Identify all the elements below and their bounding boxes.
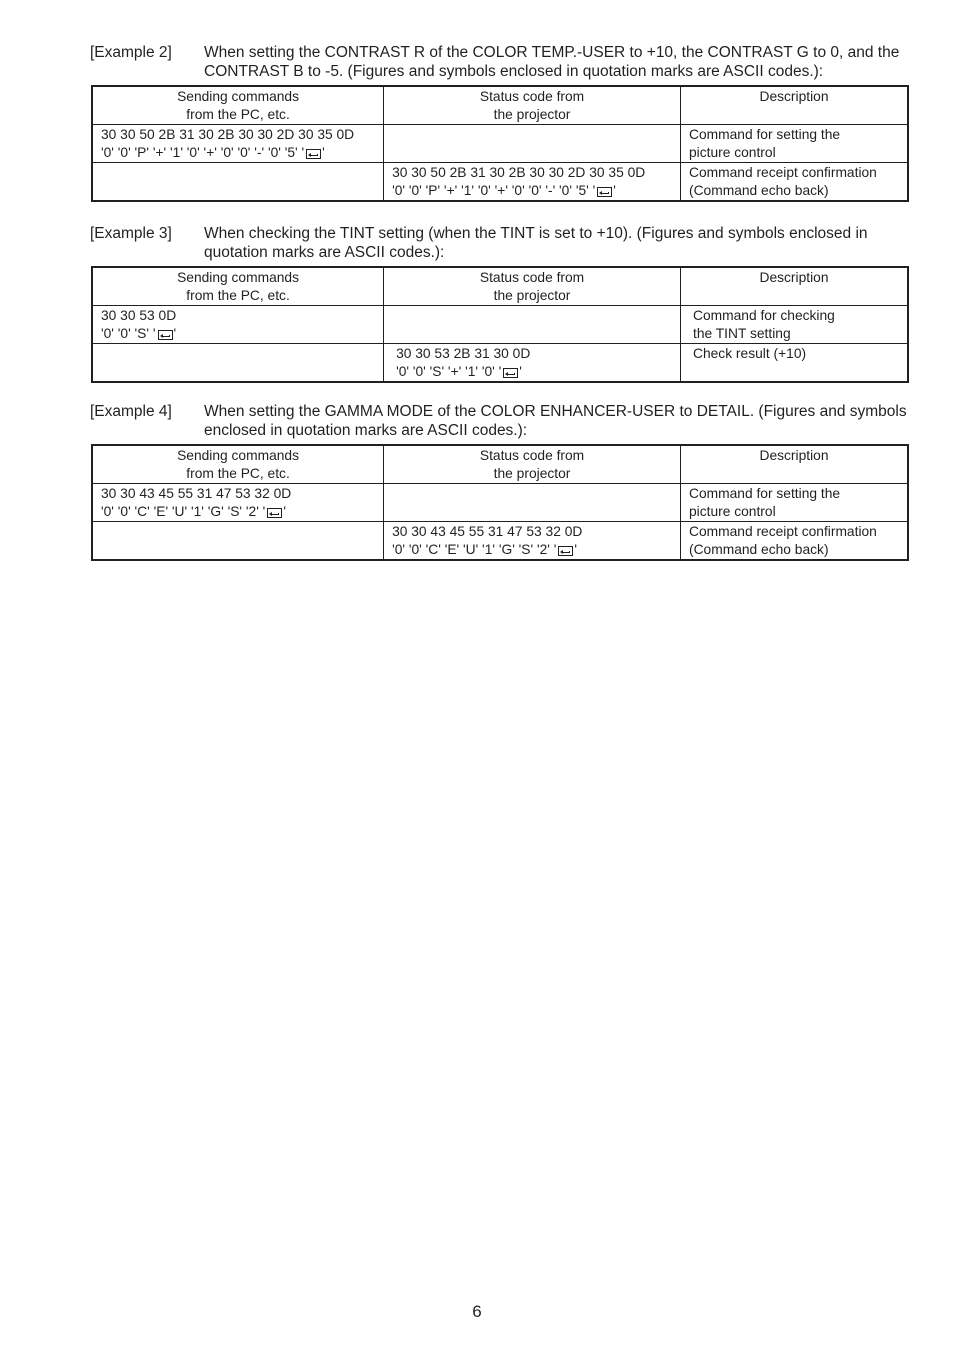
column-header: Status code from the projector xyxy=(384,267,681,306)
column-header: Status code from the projector xyxy=(384,86,681,125)
example-label: [Example 4] xyxy=(90,403,172,420)
enter-key-icon xyxy=(558,546,573,556)
table-row xyxy=(92,306,908,344)
status-code-cell xyxy=(384,344,681,383)
enter-key-icon xyxy=(597,187,612,197)
table-row xyxy=(92,484,908,522)
description-cell: Command for setting the picture control xyxy=(680,484,908,522)
table-header-row xyxy=(92,445,908,484)
closing-quote: ' xyxy=(613,182,616,198)
enter-key-icon xyxy=(267,508,282,518)
ascii-code xyxy=(101,503,375,521)
description-cell: Command for checking the TINT setting xyxy=(680,306,908,344)
ascii-code xyxy=(392,182,672,200)
column-header: Sending commands from the PC, etc. xyxy=(92,86,384,125)
column-header: Sending commands from the PC, etc. xyxy=(92,267,384,306)
sending-command-cell xyxy=(92,344,384,383)
closing-quote: ' xyxy=(173,325,177,341)
ascii-code-text: '0' '0' 'P' '+' '1' '0' '+' '0' '0' '-' '0' '5' ' xyxy=(101,144,305,160)
ascii-code xyxy=(101,144,375,162)
hex-code: 30 30 50 2B 31 30 2B 30 30 2D 30 35 0D xyxy=(392,165,646,180)
closing-quote: ' xyxy=(574,541,578,557)
example-section xyxy=(90,43,909,202)
description-cell: Command for setting the picture control xyxy=(680,125,908,163)
ascii-code xyxy=(392,541,672,559)
enter-key-icon xyxy=(503,368,518,378)
example-section xyxy=(90,224,909,383)
closing-quote: ' xyxy=(519,363,522,379)
hex-code: 30 30 53 2B 31 30 0D xyxy=(396,346,531,361)
page-number: 6 xyxy=(472,1302,482,1321)
description-cell: Command receipt confirmation (Command echo back) xyxy=(680,522,908,561)
sending-command-cell xyxy=(92,484,384,522)
table-row xyxy=(92,125,908,163)
example-heading xyxy=(90,402,909,440)
status-code-cell xyxy=(384,522,681,561)
ascii-code-text: '0' '0' 'C' 'E' 'U' '1' 'G' 'S' '2' ' xyxy=(101,503,266,519)
ascii-code-text: '0' '0' 'C' 'E' 'U' '1' 'G' 'S' '2' ' xyxy=(392,541,557,557)
column-header: Description xyxy=(680,267,908,306)
column-header: Status code from the projector xyxy=(384,445,681,484)
closing-quote: ' xyxy=(322,144,325,160)
example-heading xyxy=(90,224,909,262)
column-header: Description xyxy=(680,86,908,125)
example-description: When checking the TINT setting (when the TINT is set to +10). (Figures and symbols enclosed in quotation marks are ASCII codes.): xyxy=(204,225,868,261)
column-header: Description xyxy=(680,445,908,484)
ascii-code-text: '0' '0' 'S' ' xyxy=(101,325,156,341)
example-description: When setting the GAMMA MODE of the COLOR ENHANCER-USER to DETAIL. (Figures and symbols enclosed in quotation marks are ASCII codes.): xyxy=(204,403,907,439)
table-header-row xyxy=(92,86,908,125)
ascii-code xyxy=(101,325,375,343)
table-row xyxy=(92,344,908,383)
example-heading xyxy=(90,43,909,81)
example-label: [Example 3] xyxy=(90,225,172,242)
sending-command-cell xyxy=(92,163,384,202)
status-code-cell xyxy=(384,306,681,344)
table-row xyxy=(92,522,908,561)
table-header-row xyxy=(92,267,908,306)
sending-command-cell xyxy=(92,306,384,344)
status-code-cell xyxy=(384,125,681,163)
hex-code: 30 30 43 45 55 31 47 53 32 0D xyxy=(101,486,292,501)
ascii-code-text: '0' '0' 'P' '+' '1' '0' '+' '0' '0' '-' '0' '5' ' xyxy=(392,182,596,198)
hex-code: 30 30 50 2B 31 30 2B 30 30 2D 30 35 0D xyxy=(101,127,355,142)
status-code-cell xyxy=(384,484,681,522)
sending-command-cell xyxy=(92,125,384,163)
hex-code: 30 30 53 0D xyxy=(101,308,177,323)
sending-command-cell xyxy=(92,522,384,561)
status-code-cell xyxy=(384,163,681,202)
example-label: [Example 2] xyxy=(90,44,172,61)
ascii-code-text: '0' '0' 'S' '+' '1' '0' ' xyxy=(396,363,502,379)
enter-key-icon xyxy=(306,149,321,159)
description-cell: Command receipt confirmation (Command echo back) xyxy=(680,163,908,202)
command-table xyxy=(91,85,909,202)
command-table xyxy=(91,266,909,383)
enter-key-icon xyxy=(158,330,173,340)
command-table xyxy=(91,444,909,561)
example-section xyxy=(90,402,909,561)
description-cell: Check result (+10) xyxy=(680,344,908,383)
table-row xyxy=(92,163,908,202)
hex-code: 30 30 43 45 55 31 47 53 32 0D xyxy=(392,524,583,539)
column-header: Sending commands from the PC, etc. xyxy=(92,445,384,484)
example-description: When setting the CONTRAST R of the COLOR TEMP.-USER to +10, the CONTRAST G to 0, and the CONTRAST B to -5. (Figures and symbols enclosed in quotation marks are ASCII codes.): xyxy=(204,44,900,80)
ascii-code xyxy=(396,363,672,381)
closing-quote: ' xyxy=(283,503,286,519)
